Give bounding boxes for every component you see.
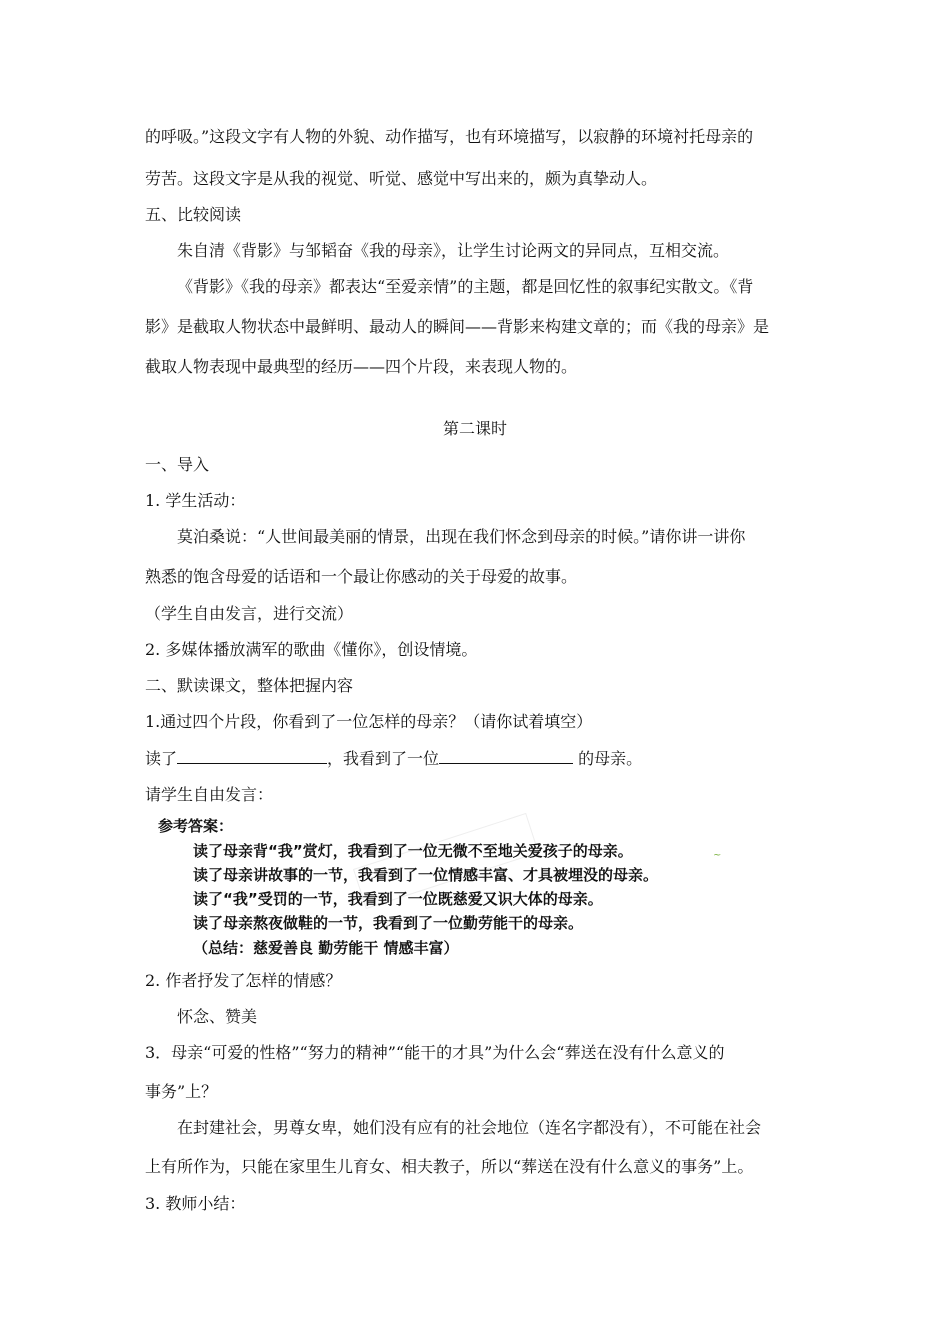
item-1-student-activity: 1. 学生活动： [145,491,246,510]
item-3-teacher-summary: 3. 教师小结： [145,1194,246,1213]
fill-middle: ，我看到了一位 [327,749,440,768]
reference-answer-label: 参考答案： [158,817,234,835]
reference-answer-summary: （总结：慈爱善良 勤劳能干 情感丰富） [193,939,459,957]
fill-suffix: 的母亲。 [573,749,643,768]
compare-paragraph-2-line-1: 《背影》《我的母亲》都表达“至爱亲情”的主题，都是回忆性的叙事纪实散文。《背 [177,277,754,296]
question-1: 1.通过四个片段，你看到了一位怎样的母亲？（请你试着填空） [145,712,593,731]
squiggle-mark: ~ [713,850,722,861]
intro-line-2: 劳苦。这段文字是从我的视觉、听觉、感觉中写出来的，颇为真挚动人。 [145,169,658,188]
ask-students-line: 请学生自由发言： [145,785,274,804]
reference-answer-3: 读了“我”受罚的一节，我看到了一位既慈爱又识大体的母亲。 [193,890,603,908]
blank-2 [439,747,573,764]
answer-3-line-2: 上有所作为，只能在家里生儿育女、相夫教子，所以“葬送在没有什么意义的事务”上。 [145,1157,754,1176]
lesson-2-title: 第二课时 [442,419,507,438]
blank-1 [177,747,327,764]
section-1-heading: 一、导入 [145,455,210,474]
section-2-heading: 二、默读课文，整体把握内容 [145,676,354,695]
question-3-line-1: 3．母亲“可爱的性格”“努力的精神”“能干的才具”为什么会“葬送在没有什么意义的 [145,1043,725,1062]
item-2-multimedia: 2. 多媒体播放满军的歌曲《懂你》，创设情境。 [145,640,478,659]
answer-3-line-1: 在封建社会，男尊女卑，她们没有应有的社会地位（连名字都没有），不可能在社会 [177,1118,762,1137]
reference-answer-2: 读了母亲讲故事的一节，我看到了一位情感丰富、才具被埋没的母亲。 [193,866,659,884]
compare-paragraph-2-line-3: 截取人物表现中最典型的经历——四个片段，来表现人物的。 [145,357,578,376]
reference-answer-4: 读了母亲熬夜做鞋的一节，我看到了一位勤劳能干的母亲。 [193,914,584,932]
section-5-heading: 五、比较阅读 [145,205,242,224]
maupassant-quote-line-1: 莫泊桑说：“人世间最美丽的情景，出现在我们怀念到母亲的时候。”请你讲一讲你 [177,527,746,546]
fill-in-blank-line [145,747,642,770]
question-2: 2. 作者抒发了怎样的情感？ [145,971,342,990]
compare-paragraph-1: 朱自清《背影》与邹韬奋《我的母亲》，让学生讨论两文的异同点，互相交流。 [177,241,730,260]
maupassant-quote-line-2: 熟悉的饱含母爱的话语和一个最让你感动的关于母爱的故事。 [145,567,578,586]
question-3-line-2: 事务”上？ [145,1082,218,1101]
answer-2: 怀念、赞美 [177,1007,258,1026]
intro-line-1: 的呼吸。”这段文字有人物的外貌、动作描写，也有环境描写，以寂静的环境衬托母亲的 [145,127,754,146]
reference-answer-1: 读了母亲背“我”赏灯，我看到了一位无微不至地关爱孩子的母亲。 [193,842,633,860]
free-discussion-note: （学生自由发言，进行交流） [145,604,354,623]
fill-prefix: 读了 [145,749,178,768]
compare-paragraph-2-line-2: 影》是截取人物状态中最鲜明、最动人的瞬间——背影来构建文章的；而《我的母亲》是 [145,317,770,336]
